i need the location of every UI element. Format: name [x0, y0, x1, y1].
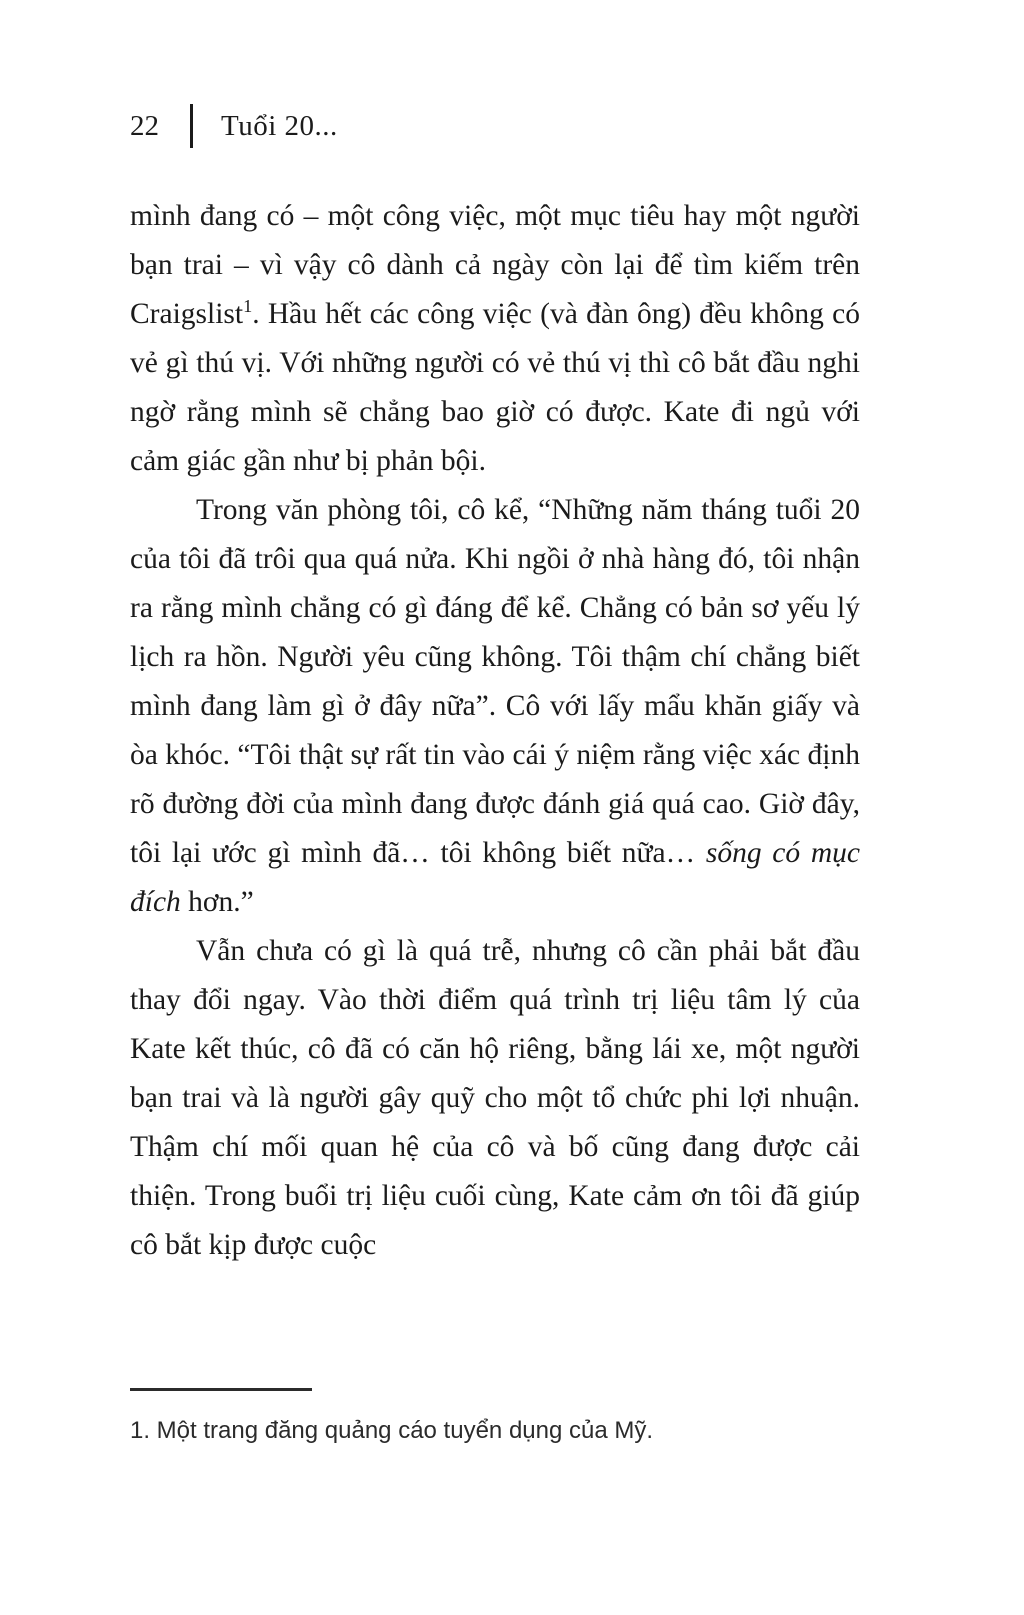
footnote-marker: 1: [243, 296, 253, 317]
page-number: 22: [130, 109, 159, 142]
footnote-area: [130, 1388, 860, 1447]
paragraph-3: Vẫn chưa có gì là quá trễ, nhưng cô cần phải bắt đầu thay đổi ngay. Vào thời điểm quá trình trị liệu tâm lý của Kate kết thúc, cô đã có căn hộ riêng, bằng lái xe, một người bạn trai và là người gây quỹ cho một tổ chức phi lợi nhuận. Thậm chí mối quan hệ của cô và bố cũng đang được cải thiện. Trong buổi trị liệu cuối cùng, Kate cảm ơn tôi đã giúp cô bắt kịp được cuộc: [130, 935, 860, 1261]
header-divider: [190, 104, 193, 148]
paragraph-2-text: Trong văn phòng tôi, cô kể, “Những năm tháng tuổi 20 của tôi đã trôi qua quá nửa. Khi ngồi ở nhà hàng đó, tôi nhận ra rằng mình chẳng có gì đáng để kể. Chẳng có bản sơ yếu lý lịch ra hồn. Người yêu cũng không. Tôi thậm chí chẳng biết mình đang làm gì ở đây nữa”. Cô với lấy mẩu khăn giấy và òa khóc. “Tôi thật sự rất tin vào cái ý niệm rằng việc xác định rõ đường đời của mình đang được đánh giá quá cao. Giờ đây, tôi lại ước gì mình đã… tôi không biết nữa…: [130, 494, 860, 869]
footnote-text: 1. Một trang đăng quảng cáo tuyển dụng của Mỹ.: [130, 1417, 654, 1444]
paragraph-2-text-cont: hơn.”: [180, 886, 254, 918]
paragraph-1-text: mình đang có – một công việc, một mục tiêu hay một người bạn trai – vì vậy cô dành cả ngày còn lại để tìm kiếm trên Craigslist: [130, 200, 860, 330]
paragraph-1: [130, 192, 860, 486]
footnote-rule: [130, 1388, 312, 1391]
paragraph-2: [130, 486, 860, 927]
body-text: [130, 192, 860, 1270]
page-header: [130, 104, 860, 148]
running-title: Tuổi 20...: [221, 109, 338, 142]
paragraph-2-italic-phrase: sống có mục đích: [130, 837, 860, 918]
paragraph-1-text-cont: . Hầu hết các công việc (và đàn ông) đều không có vẻ gì thú vị. Với những người có vẻ thú vị thì cô bắt đầu nghi ngờ rằng mình sẽ chẳng bao giờ có được. Kate đi ngủ với cảm giác gần như bị phản bội.: [130, 298, 860, 477]
